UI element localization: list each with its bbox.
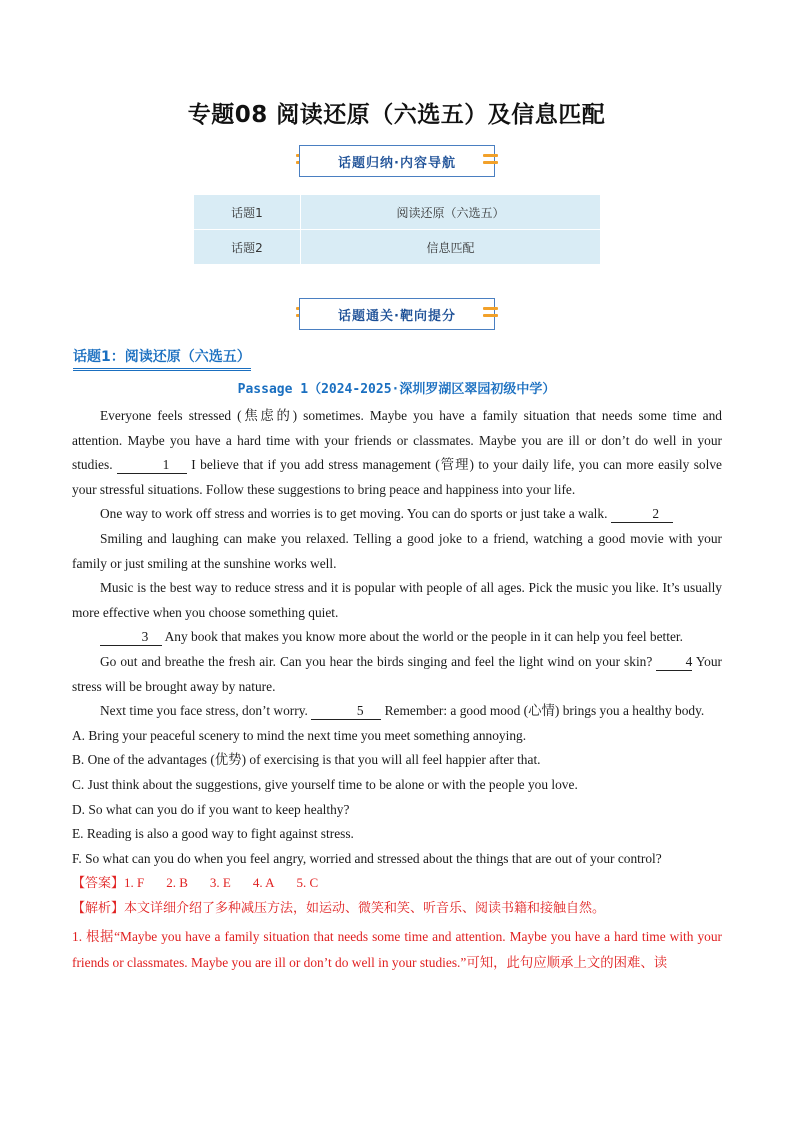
option-a: A. Bring your peaceful scenery to mind the next time you meet something annoying. bbox=[72, 727, 527, 743]
topic-table bbox=[193, 194, 601, 265]
answer-item: 1. F bbox=[124, 875, 145, 891]
paragraph: Smiling and laughing can make you relaxed. Telling a good joke to a friend, watching a good movie with your family or just smiling at the sunshine works well. bbox=[72, 530, 722, 571]
practice-banner bbox=[299, 298, 495, 332]
blank-4[interactable]: 4 bbox=[656, 654, 692, 671]
passage-heading: Passage 1（2024-2025·深圳罗湖区翠园初级中学） bbox=[237, 382, 556, 397]
practice-banner-label: 话题通关·靶向提分 bbox=[299, 298, 495, 330]
decoration-right-icon bbox=[483, 154, 498, 168]
paragraph: One way to work off stress and worries is to get moving. You can do sports or just take a walk. 2 bbox=[72, 502, 722, 527]
blank-1[interactable]: 1 bbox=[117, 457, 187, 474]
topic-name: 阅读还原（六选五） bbox=[301, 195, 601, 230]
answer-item: 5. C bbox=[296, 875, 319, 891]
option-b: B. One of the advantages (优势) of exercising is that you will all feel happier after that. bbox=[72, 752, 541, 768]
decoration-right-icon bbox=[483, 307, 498, 321]
table-row bbox=[194, 195, 601, 230]
option-f: F. So what can you do when you feel angry, worried and stressed about the things that are out of your control? bbox=[72, 850, 662, 866]
blank-5[interactable]: 5 bbox=[311, 703, 381, 720]
blank-3[interactable]: 3 bbox=[100, 629, 162, 646]
topic-name: 信息匹配 bbox=[301, 230, 601, 265]
paragraph: Everyone feels stressed (焦虑的) sometimes. Maybe you have a family situation that needs some time and attention. Maybe you have a hard time with your friends or classmates. Maybe you are ill or don’t do well in your studies. 1 I believe that if you add stress management (管理) to your daily life, you can more easily solve your stressful situations. Follow these suggestions to bring peace and happiness into your life. bbox=[72, 408, 722, 497]
table-row bbox=[194, 230, 601, 265]
answer-line: 【答案】1. F 2. B 3. E 4. A 5. C bbox=[72, 875, 319, 891]
nav-banner-label: 话题归纳·内容导航 bbox=[299, 145, 495, 177]
nav-banner bbox=[299, 145, 495, 179]
paragraph: 3 Any book that makes you know more about the world or the people in it can help you feel better. bbox=[72, 625, 722, 650]
answer-item: 3. E bbox=[209, 875, 231, 891]
answer-item: 2. B bbox=[166, 875, 188, 891]
topic-label: 话题1 bbox=[194, 195, 301, 230]
explanation-1: 1. 根据“Maybe you have a family situation that needs some time and attention. Maybe you have a hard time with your friends or classmates. Maybe you are ill or don’t do well in your studies.”可知，此句应顺承上文的困难、读 bbox=[72, 929, 722, 971]
section-heading: 话题1：阅读还原（六选五） bbox=[73, 346, 251, 371]
paragraph: Music is the best way to reduce stress and it is popular with people of all ages. Pick the music you like. It’s usually more effective when you choose something quiet. bbox=[72, 580, 722, 620]
paragraph: Next time you face stress, don’t worry. 5 Remember: a good mood (心情) brings you a healthy body. bbox=[100, 703, 705, 719]
passage-body bbox=[72, 404, 722, 976]
option-e: E. Reading is also a good way to fight against stress. bbox=[72, 826, 354, 842]
option-c: C. Just think about the suggestions, give yourself time to be alone or with the people you love. bbox=[72, 776, 578, 792]
analysis-line: 【解析】本文详细介绍了多种减压方法，如运动、微笑和笑、听音乐、阅读书籍和接触自然。 bbox=[72, 899, 606, 915]
answer-item: 4. A bbox=[252, 875, 275, 891]
topic-label: 话题2 bbox=[194, 230, 301, 265]
page-title: 专题08 阅读还原（六选五）及信息匹配 bbox=[187, 102, 606, 128]
paragraph: Go out and breathe the fresh air. Can you hear the birds singing and feel the light wind on your skin? 4 Your stress will be brought away by nature. bbox=[72, 653, 722, 694]
blank-2[interactable]: 2 bbox=[611, 506, 673, 523]
option-d: D. So what can you do if you want to keep healthy? bbox=[72, 801, 350, 817]
